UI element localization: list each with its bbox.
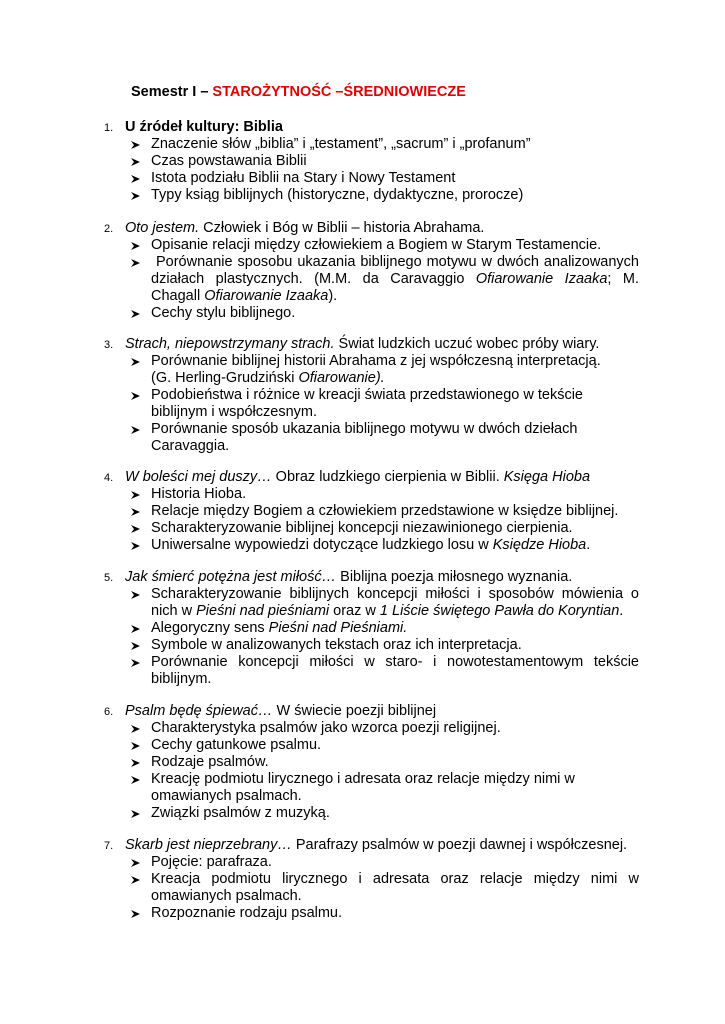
bullet-line: [151, 603, 639, 620]
section-title: [125, 837, 627, 854]
title-italic: Księga Hioba: [503, 469, 591, 485]
bullet-line-text: Chagall: [151, 288, 205, 304]
section-number: 7.: [104, 840, 114, 852]
bullet-line: biblijnym.: [151, 671, 212, 687]
arrow-bullet-icon: [130, 905, 142, 922]
title-rest: Parafrazy psalmów w poezji dawnej i współczesnej.: [291, 837, 628, 853]
arrow-bullet-icon: [130, 421, 142, 438]
bullet-line: omawianych psalmach.: [151, 788, 302, 804]
title-rest: Świat ludzkich uczuć wobec próby wiary.: [334, 336, 600, 352]
bullet-line-text: (G. Herling-Grudziński: [151, 370, 299, 386]
bullet-text: [151, 537, 639, 554]
title-italic: W boleści mej duszy…: [125, 469, 272, 485]
arrow-bullet-icon: [130, 486, 142, 503]
bullet-text: Historia Hioba.: [151, 486, 247, 502]
arrow-bullet-icon: [130, 237, 142, 254]
bullet-text: Scharakteryzowanie biblijnej koncepcji niezawinionego cierpienia.: [151, 520, 573, 536]
bullet-text: Symbole w analizowanych tekstach oraz ich interpretacja.: [151, 637, 522, 653]
arrow-bullet-icon: [130, 254, 142, 271]
bullet-text: Znaczenie słów „biblia” i „testament”, „sacrum” i „profanum”: [151, 136, 531, 152]
arrow-bullet-icon: [130, 620, 142, 637]
bullet-text: Opisanie relacji między człowiekiem a Bogiem w Starym Testamencie.: [151, 237, 602, 253]
bullet-line-text: Uniwersalne wypowiedzi dotyczące ludzkiego losu w: [151, 537, 493, 553]
arrow-bullet-icon: [130, 854, 142, 871]
bullet-line: [151, 370, 639, 387]
bullet-line: Kreacja podmiotu lirycznego i adresata oraz relacje między nimi w: [151, 871, 639, 887]
title-italic: Psalm będę śpiewać…: [125, 703, 273, 719]
bullet-text: Pojęcie: parafraza.: [151, 854, 272, 870]
arrow-bullet-icon: [130, 586, 142, 603]
section-number: 6.: [104, 706, 114, 718]
arrow-bullet-icon: [130, 136, 142, 153]
bullet-text: [151, 353, 639, 387]
arrow-bullet-icon: [130, 771, 142, 788]
arrow-bullet-icon: [130, 187, 142, 204]
artwork-title: Ofiarowanie Izaaka: [475, 271, 608, 287]
bullet-text: Czas powstawania Biblii: [151, 153, 307, 169]
section-number: 1.: [104, 122, 114, 134]
section-title: U źródeł kultury: Biblia: [125, 119, 283, 135]
bullet-line: Kreację podmiotu lirycznego i adresata oraz relacje między nimi w: [151, 771, 575, 787]
arrow-bullet-icon: [130, 387, 142, 404]
bullet-line-text: nich w: [151, 603, 197, 619]
section-number: 3.: [104, 339, 114, 351]
bullet-text: Cechy gatunkowe psalmu.: [151, 737, 322, 753]
semester-heading: [131, 84, 466, 100]
section-title: [125, 703, 436, 720]
bullet-line: omawianych psalmach.: [151, 888, 302, 904]
book-title: Pieśni nad Pieśniami.: [268, 620, 408, 636]
arrow-bullet-icon: [130, 737, 142, 754]
bullet-line: Podobieństwa i różnice w kreacji świata przedstawionego w tekście: [151, 387, 583, 403]
bullet-text: Typy ksiąg biblijnych (historyczne, dydaktyczne, prorocze): [151, 187, 524, 203]
section-title: [125, 569, 572, 586]
section-number: 4.: [104, 472, 114, 484]
heading-prefix: Semestr I –: [131, 84, 213, 100]
work-title: Ofiarowanie).: [298, 370, 385, 386]
title-italic: Oto jestem.: [125, 220, 200, 236]
title-italic: Skarb jest nieprzebrany…: [125, 837, 292, 853]
bullet-line: Scharakteryzowanie biblijnych koncepcji miłości i sposobów mówienia o: [151, 586, 639, 602]
bullet-text: Rozpoznanie rodzaju psalmu.: [151, 905, 343, 921]
bullet-text: [151, 620, 639, 637]
bullet-text: Charakterystyka psalmów jako wzorca poezji religijnej.: [151, 720, 501, 736]
arrow-bullet-icon: [130, 153, 142, 170]
artwork-title: Ofiarowanie Izaaka: [204, 288, 329, 304]
section-title: [125, 220, 484, 237]
arrow-bullet-icon: [130, 720, 142, 737]
arrow-bullet-icon: [130, 637, 142, 654]
bullet-line: Porównanie koncepcji miłości w staro- i nowotestamentowym tekście: [151, 654, 639, 670]
section-number: 5.: [104, 572, 114, 584]
bullet-text: [151, 871, 639, 905]
arrow-bullet-icon: [130, 871, 142, 888]
bullet-line-text: ).: [328, 288, 338, 304]
bullet-text: Związki psalmów z muzyką.: [151, 805, 330, 821]
arrow-bullet-icon: [130, 537, 142, 554]
bullet-line-text: ; M.: [607, 271, 639, 287]
book-title: Księdze Hioba: [492, 537, 587, 553]
bullet-line: [151, 254, 639, 271]
bullet-text: [151, 387, 639, 421]
arrow-bullet-icon: [130, 305, 142, 322]
bullet-line: Porównanie sposób ukazania biblijnego motywu w dwóch dziełach: [151, 421, 578, 437]
bullet-line: biblijnym i współczesnym.: [151, 404, 317, 420]
title-rest: Człowiek i Bóg w Biblii – historia Abrahama.: [199, 220, 485, 236]
bullet-line-text: oraz w: [329, 603, 380, 619]
bullet-line: [151, 271, 639, 288]
title-rest: Biblijna poezja miłosnego wyznania.: [336, 569, 573, 585]
title-italic: Jak śmierć potężna jest miłość…: [125, 569, 337, 585]
bullet-line: Caravaggia.: [151, 438, 230, 454]
title-italic: Strach, niepowstrzymany strach.: [125, 336, 335, 352]
title-rest: W świecie poezji biblijnej: [272, 703, 437, 719]
bullet-line: [151, 288, 639, 305]
bullet-line-text: .: [586, 537, 591, 553]
arrow-bullet-icon: [130, 754, 142, 771]
bullet-text: [151, 421, 639, 455]
bullet-line-text: Alegoryczny sens: [151, 620, 269, 636]
bullet-text: [151, 254, 639, 305]
arrow-bullet-icon: [130, 805, 142, 822]
bullet-text: [151, 586, 639, 620]
arrow-bullet-icon: [130, 503, 142, 520]
bullet-line-text: Porównanie sposobu ukazania biblijnego motywu w dwóch analizowanych: [155, 254, 639, 270]
section-title: [125, 469, 590, 486]
arrow-bullet-icon: [130, 353, 142, 370]
book-title: 1 Liście świętego Pawła do Koryntian: [379, 603, 620, 619]
bullet-text: Cechy stylu biblijnego.: [151, 305, 296, 321]
bullet-text: [151, 771, 639, 805]
arrow-bullet-icon: [130, 520, 142, 537]
bullet-text: Istota podziału Biblii na Stary i Nowy Testament: [151, 170, 456, 186]
bullet-text: Relacje między Bogiem a człowiekiem przedstawione w księdze biblijnej.: [151, 503, 619, 519]
bullet-text: Rodzaje psalmów.: [151, 754, 269, 770]
section-number: 2.: [104, 223, 114, 235]
arrow-bullet-icon: [130, 654, 142, 671]
bullet-line-text: .: [619, 603, 624, 619]
bullet-line: Porównanie biblijnej historii Abrahama z jej współczesną interpretacją.: [151, 353, 601, 369]
book-title: Pieśni nad pieśniami: [196, 603, 330, 619]
bullet-line-text: działach plastycznych. (M.M. da Caravaggio: [151, 271, 476, 287]
bullet-text: [151, 654, 639, 688]
arrow-bullet-icon: [130, 170, 142, 187]
title-rest: Obraz ludzkiego cierpienia w Biblii.: [271, 469, 504, 485]
heading-highlight: STAROŻYTNOŚĆ –ŚREDNIOWIECZE: [212, 84, 466, 100]
section-title: [125, 336, 599, 353]
